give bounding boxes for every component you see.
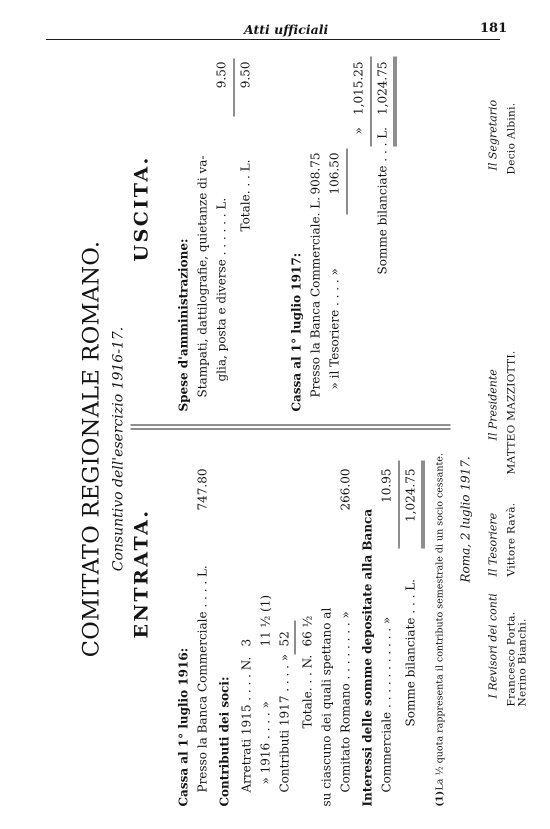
uscita-somme-amount: 1,024.75 (375, 61, 390, 115)
uscita-spese-label: Spese d'amministrazione: (176, 238, 191, 412)
document-title: COMITATO REGIONALE ROMANO. (78, 240, 105, 658)
page-number: 181 (480, 21, 508, 36)
entrata-cassa-label: Cassa al 1° luglio 1916: (176, 647, 191, 807)
interessi-label-line2: Commerciale . . . . . . . . . . . » (379, 616, 394, 793)
segretario-name: Decio Albini. (505, 102, 518, 175)
presidente-name: MATTEO MAZZIOTTI. (505, 350, 518, 475)
spese-subtotal-rule (234, 59, 235, 117)
cassa-subtotal-rule (347, 149, 348, 215)
entrata-banca-amount: 747.80 (195, 468, 210, 511)
revisori-title: I Revisori dei conti (486, 593, 500, 699)
running-title: Atti ufficiali (244, 22, 329, 37)
entrata-totale-label: Totale. . . N. (300, 654, 315, 729)
interessi-label-line1: Interessi delle somme depositate alla Banca (360, 508, 375, 807)
year-1916-count: 11 ½ (1) (258, 594, 273, 647)
entrata-contributi-label: Contributi dei soci: (217, 676, 232, 807)
uscita-sum-rule (371, 57, 372, 147)
tesoriere-amount: 106.50 (327, 152, 342, 195)
contributi-subtotal-rule (295, 621, 296, 655)
year-1917-label: Contributi 1917 . . . . » (277, 653, 292, 793)
column-separator (131, 429, 451, 430)
tesoriere-label: » il Tesoriere . . . . » (327, 268, 342, 390)
uscita-heading: USCITA. (130, 155, 153, 262)
date-line: Roma, 2 luglio 1917. (458, 456, 473, 583)
arretrati-count: 3 (239, 638, 254, 647)
uscita-cassa-label: Cassa al 1° luglio 1917: (289, 252, 304, 412)
quota-amount: 266.00 (338, 468, 353, 511)
entrata-somme-label: Somme bilanciate . . . L. (403, 579, 418, 727)
entrata-somme-amount: 1,024.75 (403, 468, 418, 522)
uscita-banca-amount: 908.75 (308, 152, 323, 195)
stampati-line1: Stampati, dattilografie, quietanze di va- (195, 155, 210, 398)
quota-label-line2: Comitato Romano . . . . . . . . » (338, 611, 353, 793)
entrata-sum-rule (399, 461, 400, 549)
tesoriere-title: Il Tesoriere (486, 512, 500, 577)
document-subtitle: Consuntivo dell'esercizio 1916-17. (110, 326, 127, 572)
revisore-1-name: Francesco Porta. (505, 611, 518, 707)
interessi-amount: 10.95 (379, 468, 394, 503)
entrata-banca-label: Presso la Banca Commerciale . . . . L. (195, 565, 210, 793)
year-1916-label: » 1916 . . . . » (258, 701, 273, 785)
tesoriere-name: Vittore Ravà. (505, 502, 518, 577)
uscita-totale-amount: 9.50 (238, 61, 253, 89)
stampati-amount: 9.50 (214, 61, 229, 89)
cassa-total-amount: 1,015.25 (351, 61, 366, 115)
column-separator-inner (131, 425, 451, 426)
arretrati-label: Arretrati 1915 . . . . N. (239, 656, 254, 793)
uscita-total-double-rule (394, 57, 397, 147)
presidente-title: Il Presidente (486, 369, 500, 441)
uscita-somme-label: Somme bilanciate . . . L. (375, 127, 390, 275)
revisore-2-name: Nerino Bianchi. (516, 618, 529, 707)
segretario-title: Il Segretario (486, 99, 500, 171)
uscita-totale-label: Totale. . . L. (238, 159, 253, 232)
cassa-total-prefix: » (351, 127, 366, 135)
year-1917-count: 52 (277, 631, 292, 647)
entrata-heading: ENTRATA. (130, 508, 153, 639)
rotated-page-content (75, 52, 527, 807)
header-rule (46, 39, 500, 40)
footnote-text: La ½ quota rappresenta il contributo semestrale di un socio cessante. (434, 453, 446, 791)
footnote-marker: (1) (434, 790, 446, 807)
entrata-total-double-rule (422, 461, 425, 549)
uscita-banca-label: Presso la Banca Commerciale. L. (308, 196, 323, 398)
stampati-line2: glia, posta e diverse . . . . . . L. (214, 197, 229, 382)
entrata-totale-count: 66 ½ (300, 615, 315, 647)
quota-label-line1: su ciascuno dei quali spettano al (319, 607, 334, 807)
